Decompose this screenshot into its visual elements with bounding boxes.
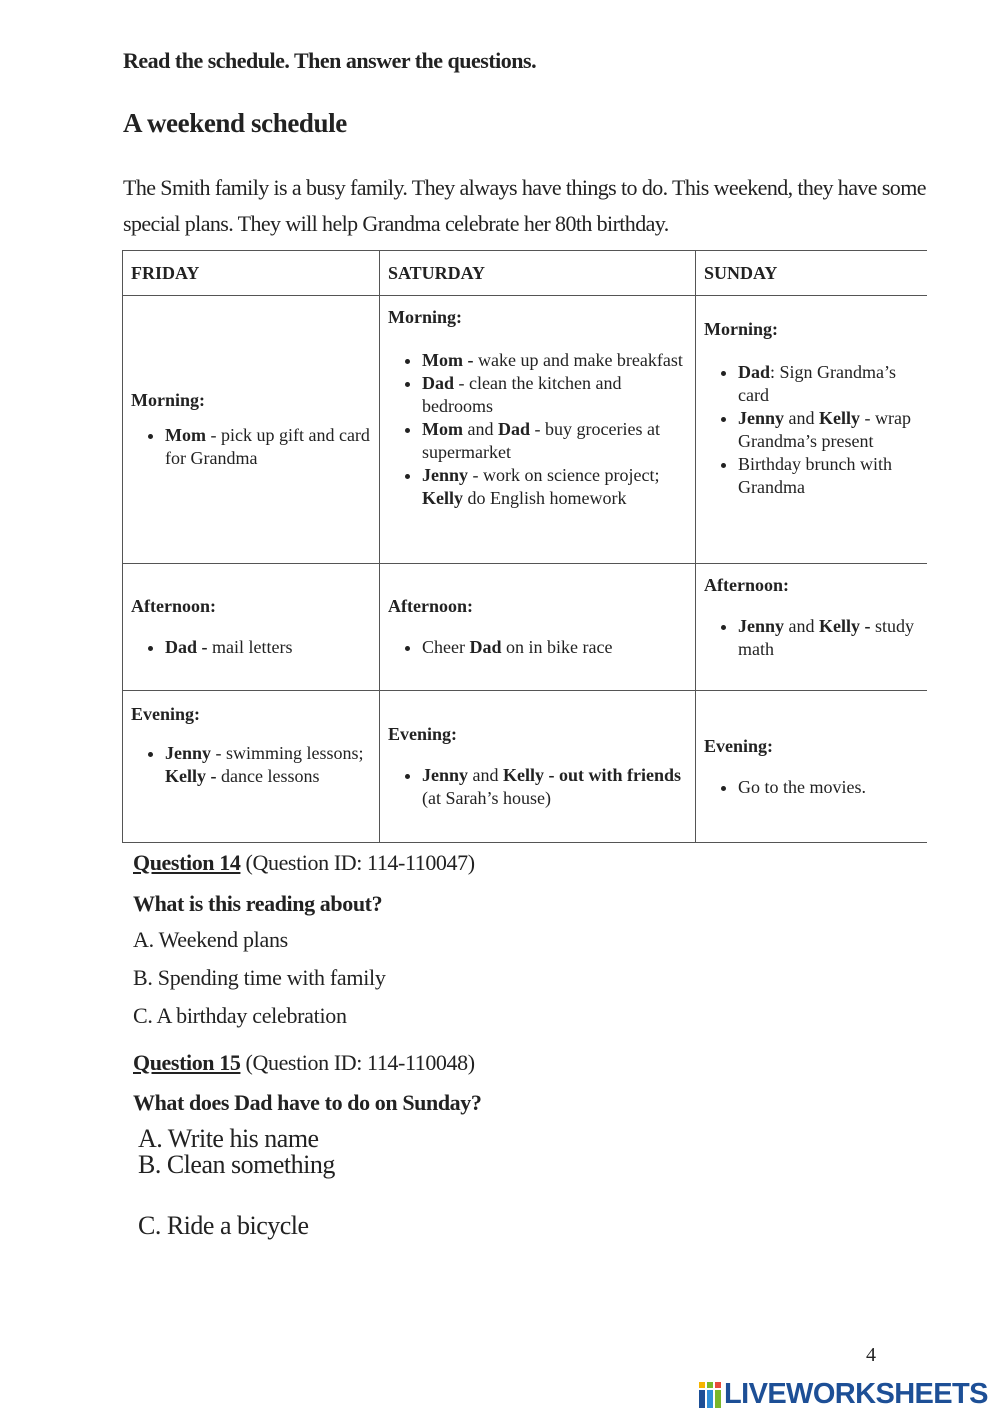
afternoon-label: Afternoon: [388, 596, 473, 616]
list-item: • Dad - mail letters [165, 636, 371, 659]
morning-label: Morning: [131, 390, 205, 410]
friday-afternoon-cell [123, 564, 380, 691]
friday-evening-cell [123, 691, 380, 843]
list-item: • Dad: Sign Grandma’s card [738, 361, 919, 407]
header-sunday: SUNDAY [696, 251, 927, 296]
intro-line-1: The Smith family is a busy family. They always have things to do. This weekend, they have some [123, 175, 926, 200]
page-title: A weekend schedule [123, 108, 347, 138]
question-15-heading: Question 15 (Question ID: 114-110048) [133, 1050, 475, 1075]
saturday-afternoon-cell [380, 564, 696, 691]
header-saturday: SATURDAY [380, 251, 696, 296]
q14-option-b[interactable]: B. Spending time with family [133, 965, 386, 990]
afternoon-label: Afternoon: [704, 575, 789, 595]
intro-paragraph [123, 170, 933, 242]
instruction-text: Read the schedule. Then answer the questions. [123, 48, 537, 73]
q15-option-b[interactable]: B. Clean something [138, 1150, 335, 1179]
list-item: • Dad - clean the kitchen and bedrooms [422, 372, 687, 418]
list-item: • Mom and Dad - buy groceries at supermarket [422, 418, 687, 464]
q14-option-a[interactable]: A. Weekend plans [133, 927, 288, 952]
list-item: • Jenny and Kelly - study math [738, 615, 919, 661]
morning-label: Morning: [388, 307, 462, 327]
sunday-evening-cell [696, 691, 927, 843]
list-item: • Jenny - swimming lessons; Kelly - dance lessons [165, 742, 371, 788]
intro-line-2: special plans. They will help Grandma celebrate her 80th birthday. [123, 211, 669, 236]
sunday-afternoon-cell [696, 564, 927, 691]
question-15-prompt: What does Dad have to do on Sunday? [133, 1090, 482, 1115]
brand-name: LIVEWORKSHEETS [724, 1378, 988, 1410]
schedule-table [122, 250, 927, 843]
morning-row [123, 296, 927, 564]
evening-label: Evening: [704, 735, 774, 756]
list-item: • Jenny and Kelly - out with friends (at Sarah’s house) [422, 764, 687, 810]
afternoon-row [123, 564, 927, 691]
list-item: • Go to the movies. [738, 776, 919, 799]
q15-option-c[interactable]: C. Ride a bicycle [138, 1211, 309, 1240]
evening-label: Evening: [388, 724, 458, 744]
sunday-morning-cell [696, 296, 927, 564]
liveworksheets-logo-icon [699, 1382, 721, 1408]
list-item: • Mom - pick up gift and card for Grandma [165, 424, 371, 470]
question-14-prompt: What is this reading about? [133, 891, 383, 916]
afternoon-label: Afternoon: [131, 596, 216, 616]
list-item: • Jenny and Kelly - wrap Grandma’s present [738, 407, 919, 453]
saturday-evening-cell [380, 691, 696, 843]
question-14-heading: Question 14 (Question ID: 114-110047) [133, 850, 475, 875]
q15-option-a[interactable]: A. Write his name [138, 1124, 319, 1153]
liveworksheets-logo [699, 1378, 988, 1411]
evening-label: Evening: [131, 704, 201, 724]
friday-morning-cell [123, 296, 380, 564]
q14-option-c[interactable]: C. A birthday celebration [133, 1003, 347, 1028]
list-item: • Cheer Dad on in bike race [422, 636, 687, 659]
header-friday: FRIDAY [123, 251, 380, 296]
list-item: • Birthday brunch with Grandma [738, 453, 919, 499]
page-number: 4 [866, 1344, 876, 1366]
table-header-row [123, 251, 927, 296]
list-item: • Mom - wake up and make breakfast [422, 349, 687, 372]
evening-row [123, 691, 927, 843]
list-item: • Jenny - work on science project; Kelly do English homework [422, 464, 687, 510]
saturday-morning-cell [380, 296, 696, 564]
morning-label: Morning: [704, 319, 778, 339]
